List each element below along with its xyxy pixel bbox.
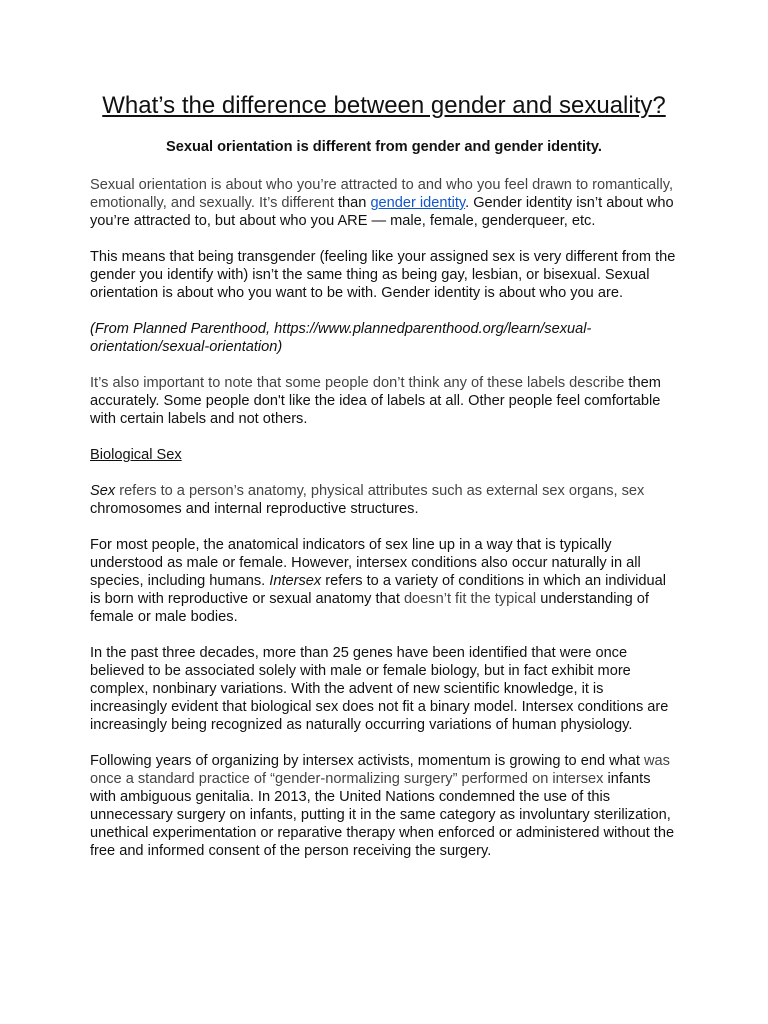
document-body [90,176,680,878]
paragraph-genes [90,644,680,734]
paragraph-intersex [90,536,680,626]
page-subtitle: Sexual orientation is different from gender and gender identity. [166,139,602,155]
paragraph-orientation [90,176,680,230]
paragraph-text: . Gender identity isn’t about who you’re attracted to, but about who you ARE — male, female, genderqueer, etc. [90,195,674,229]
paragraph-text: For most people, the anatomical indicators of sex line up in a way that is typically understood as male or female. However, intersex conditions also occur naturally in all species, including humans. [90,537,641,589]
paragraph-text: Following years of organizing by intersex activists, momentum is growing to end what [90,753,644,769]
paragraph-transgender [90,248,680,302]
section-heading [90,446,680,464]
page-title: What’s the difference between gender and sexuality? [102,92,666,119]
paragraph-text: infants with ambiguous genitalia. In 2013, the United Nations condemned the use of this unnecessary surgery on infants, putting it in the same category as involuntary sterilization, unethical experimentation or reparative therapy when enforced or administered without the free and informed consent of the person receiving the surgery. [90,771,675,859]
paragraph-text: them accurately. Some people don't like the idea of labels at all. Other people feel comfortable with certain labels and not others. [90,375,661,427]
term-sex: Sex [90,483,116,499]
paragraph-labels [90,374,680,428]
paragraph-text: Sexual orientation is about who you’re attracted to and who you feel drawn to romantically, emotionally, and sexually. It’s different [90,177,674,211]
paragraph-text: understanding of female or male bodies. [90,591,649,625]
paragraph-text: refers to a person’s anatomy, physical attributes such as external sex organs, sex [115,483,645,499]
paragraph-text: It’s also important to note that some people don’t think any of these labels describe [90,375,625,391]
paragraph-citation [90,320,680,356]
paragraph-text: Sexual orientation is about who you want to be with. Gender identity is about who you are. [90,267,650,301]
paragraph-surgery [90,752,680,860]
term-intersex: Intersex [269,573,322,589]
paragraph-text: In the past three decades, more than 25 genes have been identified that were once believed to be associated solely with male or female biology, but in fact exhibit more complex, nonbinary variations. With the advent of new scientific knowledge, it is increasingly evident that biological sex does not fit a binary model. Intersex conditions are increasingly being recognized as naturally occurring variations of human physiology. [90,645,669,733]
paragraph-text: This means that being transgender (feeling like your assigned sex is very different from the gender you identify with) isn’t the same thing as being gay, lesbian, or bisexual. [90,249,676,283]
paragraph-text: than [337,195,371,211]
section-heading-text: Biological Sex [90,447,182,463]
paragraph-text: refers to a variety of conditions in which an individual is born with reproductive or sexual anatomy that [90,573,666,607]
paragraph-text: chromosomes and internal reproductive structures. [90,501,419,517]
citation-text: (From Planned Parenthood, https://www.plannedparenthood.org/learn/sexual-orientation/sexual-orientation) [90,321,592,355]
gender-identity-link[interactable]: gender identity [370,195,466,211]
paragraph-text: was once a standard practice of “gender-normalizing surgery” performed on intersex [90,753,670,787]
paragraph-text: doesn’t fit the typical [403,591,537,607]
paragraph-sex-definition [90,482,680,518]
